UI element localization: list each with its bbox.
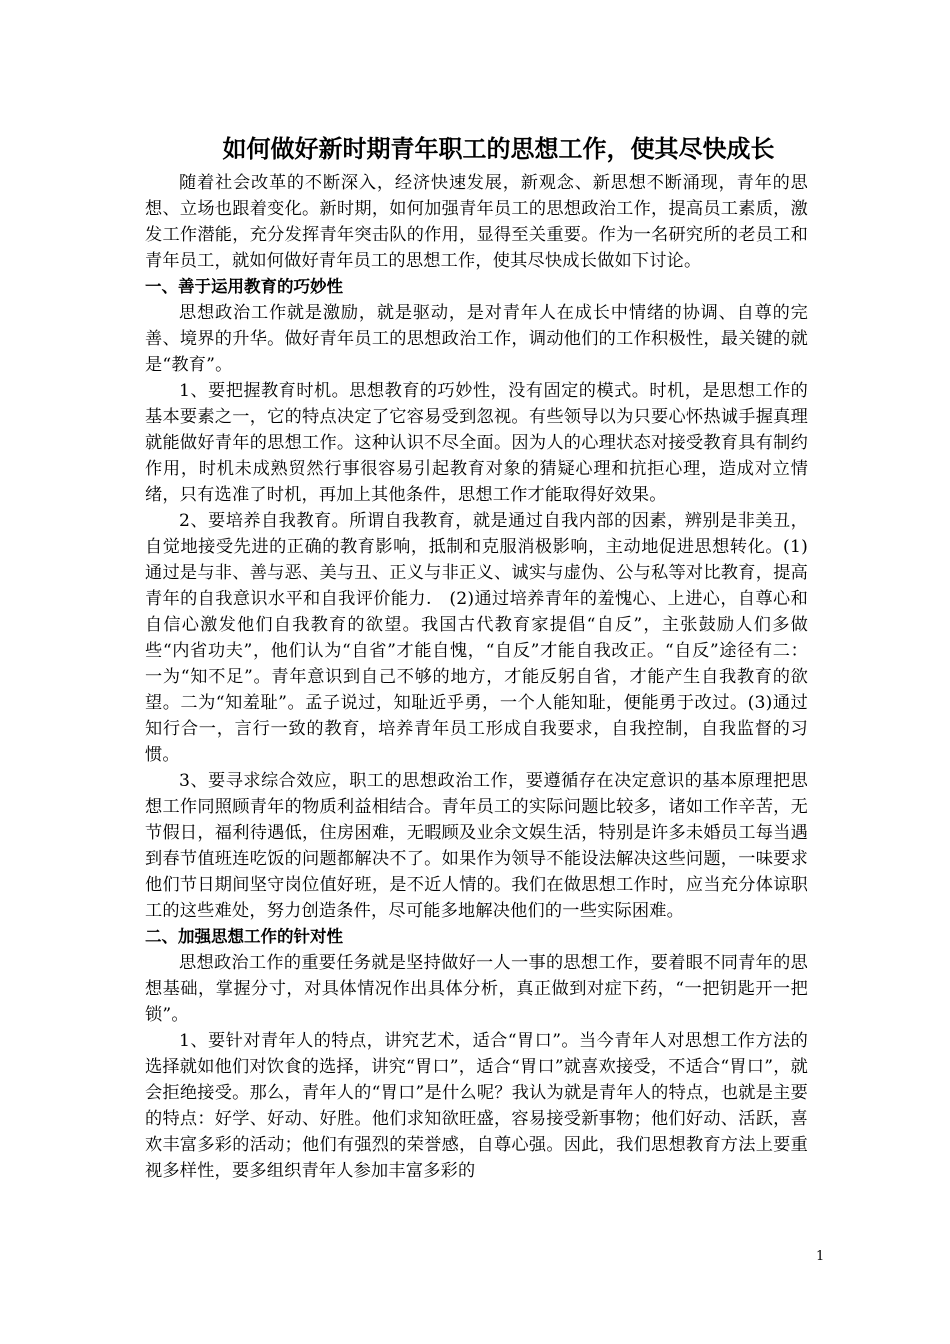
paragraph: 2、要培养自我教育。所谓自我教育，就是通过自我内部的因素，辨别是非美丑，自觉地接受先进的正确的教育影响，抵制和克服消极影响，主动地促进思想转化。(1)通过是与非、善与恶、美与丑、正义与非正义、诚实与虚伪、公与私等对比教育，提高青年的自我意识水平和自我评价能力. (2)通过培养青年的羞愧心、上进心，自尊心和自信心激发他们自我教育的欲望。我国古代教育家提倡“自反”，主张鼓励人们多做些“内省功夫”，他们认为“自省”才能自愧，“自反”才能自我改正。“自反”途径有二：一为“知不足”。青年意识到自己不够的地方，才能反躬自省，才能产生自我教育的欲望。二为“知羞耻”。孟子说过，知耻近乎勇，一个人能知耻，便能勇于改过。(3)通过知行合一，言行一致的教育，培养青年员工形成自我要求，自我控制，自我监督的习惯。 — [145, 511, 808, 765]
paragraph: 思想政治工作的重要任务就是坚持做好一人一事的思想工作，要着眼不同青年的思想基础，掌握分寸，对具体情况作出具体分析，真正做到对症下药，“一把钥匙开一把锁”。 — [145, 953, 808, 1025]
section-heading: 二、加强思想工作的针对性 — [145, 927, 343, 946]
body-text — [145, 170, 808, 1184]
paragraph: 1、要把握教育时机。思想教育的巧妙性，没有固定的模式。时机，是思想工作的基本要素之一，它的特点决定了它容易受到忽视。有些领导以为只要心怀热诚手握真理就能做好青年的思想工作。这种认识不尽全面。因为人的心理状态对接受教育具有制约作用，时机未成熟贸然行事很容易引起教育对象的猜疑心理和抗拒心理，造成对立情绪，只有选准了时机，再加上其他条件，思想工作才能取得好效果。 — [145, 381, 808, 505]
page-number: 1 — [816, 1249, 825, 1264]
paragraph: 随着社会改革的不断深入，经济快速发展，新观念、新思想不断涌现，青年的思想、立场也跟着变化。新时期，如何加强青年员工的思想政治工作，提高员工素质，激发工作潜能，充分发挥青年突击队的作用，显得至关重要。作为一名研究所的老员工和青年员工，就如何做好青年员工的思想工作，使其尽快成长做如下讨论。 — [145, 173, 808, 271]
paragraph: 1、要针对青年人的特点，讲究艺术，适合“胃口”。当今青年人对思想工作方法的选择就如他们对饮食的选择，讲究“胃口”，适合“胃口”就喜欢接受，不适合“胃口”，就会拒绝接受。那么，青年人的“胃口”是什么呢？我认为就是青年人的特点，也就是主要的特点：好学、好动、好胜。他们求知欲旺盛，容易接受新事物；他们好动、活跃，喜欢丰富多彩的活动；他们有强烈的荣誉感，自尊心强。因此，我们思想教育方法上要重视多样性，要多组织青年人参加丰富多彩的 — [145, 1031, 808, 1181]
document-title: 如何做好新时期青年职工的思想工作，使其尽快成长 — [222, 134, 775, 163]
paragraph: 思想政治工作就是激励，就是驱动，是对青年人在成长中情绪的协调、自尊的完善、境界的升华。做好青年员工的思想政治工作，调动他们的工作积极性，最关键的就是“教育”。 — [145, 303, 808, 375]
paragraph: 3、要寻求综合效应，职工的思想政治工作，要遵循存在决定意识的基本原理把思想工作同照顾青年的物质利益相结合。青年员工的实际问题比较多，诸如工作辛苦，无节假日，福利待遇低，住房困难，无暇顾及业余文娱生活，特别是许多未婚员工每当遇到春节值班连吃饭的问题都解决不了。如果作为领导不能设法解决这些问题，一味要求他们节日期间坚守岗位值好班，是不近人情的。我们在做思想工作时，应当充分体谅职工的这些难处，努力创造条件，尽可能多地解决他们的一些实际困难。 — [145, 771, 808, 921]
section-heading: 一、善于运用教育的巧妙性 — [145, 277, 343, 296]
document-page — [145, 130, 808, 1184]
